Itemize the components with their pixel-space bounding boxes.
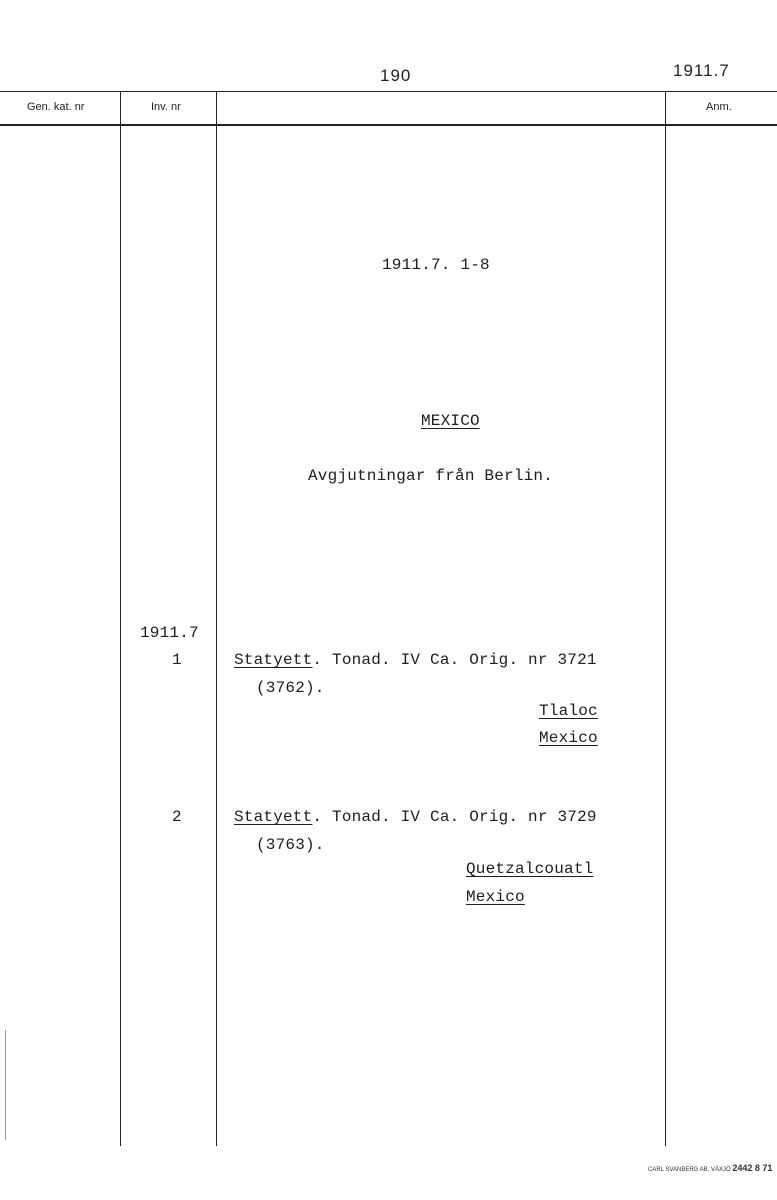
entry-continued: (3763).	[256, 836, 325, 854]
entry-name: Tlaloc	[539, 702, 598, 720]
inventory-collection-id: 1911.7	[140, 624, 199, 642]
entry-line	[234, 808, 597, 826]
column-divider-1	[120, 91, 121, 1146]
region-heading: MEXICO	[421, 412, 480, 430]
printer-mark	[648, 1163, 772, 1173]
entry-object: Statyett	[234, 651, 313, 669]
column-header-gen-kat: Gen. kat. nr	[27, 101, 85, 113]
column-divider-3	[665, 91, 666, 1146]
register-id: 1911.7	[673, 61, 730, 80]
entry-description: . Tonad. IV Ca. Orig. nr 3721	[312, 651, 597, 669]
left-margin-mark	[5, 1030, 6, 1140]
header-bottom-rule	[0, 124, 777, 126]
entry-number: 2	[172, 808, 182, 826]
printer-name: CARL SVANBERG AB, VÄXJÖ	[648, 1167, 731, 1173]
header-top-rule	[0, 91, 777, 92]
entry-name: Quetzalcouatl	[466, 860, 594, 878]
entry-continued: (3762).	[256, 679, 325, 697]
collection-range: 1911.7. 1-8	[382, 256, 490, 274]
print-code: 2442 8 71	[732, 1163, 773, 1173]
page-number: 190	[380, 66, 412, 85]
column-header-inv: Inv. nr	[151, 101, 181, 113]
entry-place: Mexico	[539, 729, 598, 747]
column-divider-2	[216, 91, 217, 1146]
entry-place: Mexico	[466, 888, 525, 906]
column-header-anm: Anm.	[706, 101, 732, 113]
entry-line	[234, 651, 597, 669]
collection-subtitle: Avgjutningar från Berlin.	[308, 467, 554, 485]
entry-object: Statyett	[234, 808, 313, 826]
entry-number: 1	[172, 651, 182, 669]
entry-description: . Tonad. IV Ca. Orig. nr 3729	[312, 808, 597, 826]
